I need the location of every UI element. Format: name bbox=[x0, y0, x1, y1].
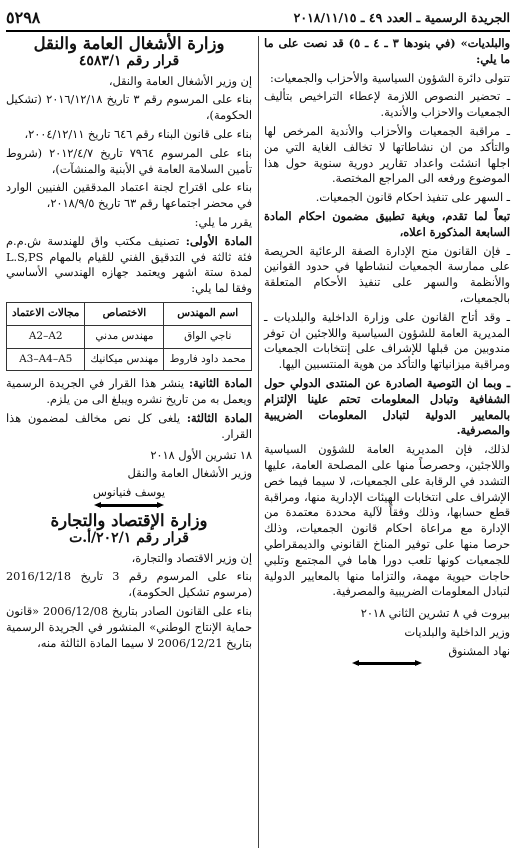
article-3 bbox=[6, 411, 252, 443]
table-body bbox=[7, 325, 252, 371]
paragraph: لذلك، فإن المديرية العامة للشؤون السياسية واللاجئين، وحصرصاً منها على المصلحة العامة، عليها التشدد في الرقابة على الجمعيات، لا سيما فيما خص الإشراف على انتخابات الهيئات الإدارية منها، ومراقبة قطع حسابها، وذلك وفقاً لآلية محددة معتمدة من الإدارة مع مراعاة احكام قانون الجمعيات، وذلك حرصا منها على توفير المناخ القانوني والديمقراطي للجمعيات كونها تلعب دورا هاما في المجتمع وتلبي حاجات حيوية مهمة، والتزاما منها بالمعايير الدولية لتبادل المعلومات الضريبية والمصرفية. bbox=[264, 443, 510, 599]
table-cell: محمد داود فاروط bbox=[164, 348, 252, 371]
table-cell: مهندس ميكانيك bbox=[85, 348, 164, 371]
table-row bbox=[7, 325, 252, 348]
end-ornament bbox=[98, 504, 160, 507]
engineers-table bbox=[6, 302, 252, 371]
paragraph: ـ فإن القانون منح الإدارة الصفة الرعائية الحريصة على ممارسة الجمعيات لنشاطها في حدود القوانين والأنظمة والسهر على تنفيذ الأحكام المتعلقة بالجمعيات، bbox=[264, 244, 510, 305]
decree1-signature-title: وزير الأشغال العامة والنقل bbox=[127, 467, 252, 481]
page-header bbox=[6, 6, 510, 28]
column-divider bbox=[258, 36, 259, 848]
paragraph: بناء على القانون الصادر بتاريخ 2006/12/08 «قانون حماية الإنتاج الوطني» المنشور في الجريدة الرسمية بتاريخ 2006/12/21 لا سيما المادة الثالثة منه، bbox=[6, 604, 252, 650]
signature-name: نهاد المشنوق bbox=[448, 644, 510, 658]
right-column bbox=[264, 36, 510, 665]
end-ornament bbox=[356, 662, 418, 665]
article-3-label: المادة الثالثة: bbox=[186, 410, 252, 425]
article-3-text: يلغى كل نص مخالف لمضمون هذا القرار. bbox=[6, 411, 252, 441]
paragraph: يقرر ما يلي: bbox=[194, 215, 252, 229]
table-cell: A2–A2 bbox=[7, 325, 85, 348]
paragraph: تبعاً لما تقدم، وبغية تطبيق مضمون احكام المادة السابعة المذكورة اعلاه، bbox=[264, 208, 510, 239]
decree1-signature-name: يوسف فنيانوس bbox=[92, 486, 166, 500]
decree-number-1: قرار رقم ٤٥٨٣/١ bbox=[78, 52, 180, 69]
place-date: بيروت في ٨ تشرين الثاني ٢٠١٨ bbox=[360, 607, 510, 621]
table-row bbox=[7, 348, 252, 371]
table-cell: ناجي الواق bbox=[164, 325, 252, 348]
article-1-label: المادة الأولى: bbox=[185, 233, 252, 248]
decree1-date: ١٨ تشرين الأول ٢٠١٨ bbox=[150, 448, 252, 462]
decree2-preamble bbox=[6, 551, 252, 652]
paragraph: بناء على قانون البناء رقم ٦٤٦ تاريخ ٢٠٠٤/١٢/١١، bbox=[24, 127, 252, 141]
paragraph: ـ وقد أتاح القانون على وزارة الداخلية والبلديات ـ المديرية العامة للشؤون السياسية واللاجئين ان توفر مندوبين من قبلها للإشراف على إنتخابات الجمعيات ومراقبة ميزانياتها والتأكد من هوية المنتسبين اليها. bbox=[264, 310, 510, 372]
paragraph: ـ تحضير النصوص اللازمة لإعطاء التراخيص بتأليف الجمعيات والاحزاب والأندية. bbox=[264, 90, 510, 120]
paragraph: ـ السهر على تنفيذ احكام قانون الجمعيات. bbox=[315, 191, 510, 205]
paragraph: بناء على المرسوم ٧٩٦٤ تاريخ ٢٠١٢/٤/٧ (شروط تأمين السلامة العامة في الأبنية والمنشآت)، bbox=[6, 146, 252, 176]
paragraph: والبلديات» (في بنودها ٣ ـ ٤ ـ ٥) قد نصت على ما ما يلي: bbox=[264, 36, 510, 66]
left-column bbox=[6, 36, 252, 654]
decree-number-2: قرار رقم ٢٠٢/١/أ.ت bbox=[69, 529, 189, 546]
article-1 bbox=[6, 234, 252, 297]
decree1-preamble bbox=[6, 74, 252, 231]
paragraph: بناء على المرسوم رقم 3 تاريخ 2016/12/18 (مرسوم تشكيل الحكومة)، bbox=[6, 570, 252, 600]
table-cell: A3–A4–A5 bbox=[7, 348, 85, 371]
signature-title: وزير الداخلية والبلديات bbox=[404, 625, 510, 639]
table-header-cell: مجالات الاعتماد bbox=[7, 302, 85, 325]
article-1-text: تصنيف مكتب واق للهندسة ش.م.م فئة ثالثة في التدقيق الفني للقيام بالمهام L.S,PS لمدة ستة اشهر ويعتمد جهازه الهندسي الأساسي وفقا لما يلي: bbox=[6, 234, 252, 296]
ministry-title-economy: وزارة الإقتصاد والتجارة bbox=[50, 510, 208, 530]
table-header-row bbox=[7, 302, 252, 325]
article-2-text: ينشر هذا القرار في الجريدة الرسمية ويعمل به من تاريخ نشره ويبلغ الى من يلزم. bbox=[6, 377, 252, 407]
right-column-paragraphs bbox=[264, 36, 510, 600]
paragraph: تتولى دائرة الشؤون السياسية والأحزاب والجمعيات: bbox=[270, 71, 510, 85]
table-cell: مهندس مدني bbox=[85, 325, 164, 348]
paragraph: إن وزير الأشغال العامة والنقل، bbox=[108, 74, 252, 88]
paragraph: بناء على اقتراح لجنة اعتماد المدققين الفنيين الوارد في محضر اجتماعها رقم ٦٣ تاريخ ٢٠١٨/٩/٥، bbox=[6, 181, 252, 211]
header-rule bbox=[6, 30, 510, 32]
page-number: ٥٢٩٨ bbox=[6, 7, 41, 27]
article-2 bbox=[6, 376, 252, 408]
ministry-title-public-works: وزارة الأشغال العامة والنقل bbox=[33, 34, 225, 53]
paragraph: ـ وبما ان التوصية الصادرة عن المنتدى الدولي حول الشفافية وتبادل المعلومات تحتم علينا الإلتزام بالمعايير الدولية لتبادل المعلومات الضريبية والمصرفية. bbox=[264, 375, 510, 438]
table-header-cell: الاختصاص bbox=[85, 302, 164, 325]
paragraph: ـ مراقبة الجمعيات والأحزاب والأندية المرخص لها والتأكد من ان نشاطاتها لا تخالف الغاية التي من اجلها انشئت واعداد تقارير دورية سنوية حول هذا الموضوع ورفعه الى المراجع المختصة. bbox=[264, 124, 510, 186]
paragraph: بناء على المرسوم رقم ٣ تاريخ ٢٠١٦/١٢/١٨ (تشكيل الحكومة)، bbox=[6, 93, 252, 123]
gazette-issue-title: الجريدة الرسمية ـ العدد ٤٩ ـ ٢٠١٨/١١/١٥ bbox=[293, 9, 510, 25]
article-2-label: المادة الثانية: bbox=[188, 376, 252, 391]
table-header-cell: اسم المهندس bbox=[164, 302, 252, 325]
paragraph: إن وزير الاقتصاد والتجارة، bbox=[131, 551, 252, 565]
